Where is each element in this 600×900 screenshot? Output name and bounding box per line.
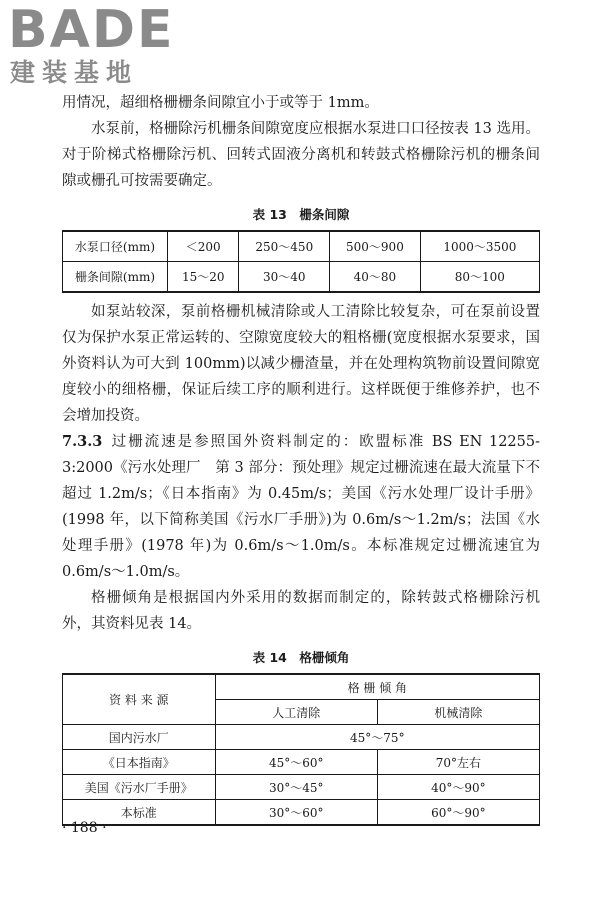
table-cell: 15～20	[167, 262, 239, 293]
table-cell: 美国《污水厂手册》	[63, 775, 216, 800]
table-cell: 本标准	[63, 800, 216, 826]
table-row	[63, 725, 540, 750]
table-cell: 40°～90°	[377, 775, 539, 800]
table-cell: 1000～3500	[420, 231, 539, 262]
paragraph-3: 如泵站较深，泵前格栅机械清除或人工清除比较复杂，可在泵前设置仅为保护水泵正常运转的、空隙宽度较大的粗格栅(宽度根据水泵要求，国外资料认为可大到 100mm)以减少栅渣量，并在处理构筑物前设置间隙宽度较小的细格栅，保证后续工序的顺利进行。这样既便于维修养护，也不会增加投资。	[62, 304, 540, 424]
table-14	[62, 673, 540, 826]
table-13-title: 表 13 栅条间隙	[252, 207, 350, 222]
section-number: 7.3.3	[62, 433, 103, 450]
table-cell: 40～80	[330, 262, 421, 293]
table-header-row	[63, 674, 540, 700]
table-cell: 70°左右	[377, 750, 539, 775]
table-row	[63, 775, 540, 800]
table-cell: 栅条间隙(mm)	[63, 262, 168, 293]
logo-subtitle: 建装基地	[10, 58, 139, 87]
table-row	[63, 800, 540, 826]
table-14-title: 表 14 格栅倾角	[252, 650, 350, 665]
bade-logo	[8, 2, 183, 92]
table-cell: 水泵口径(mm)	[63, 231, 168, 262]
table-row	[63, 750, 540, 775]
table-cell: 250～450	[239, 231, 330, 262]
table-cell: 30°～45°	[215, 775, 377, 800]
table-row	[63, 262, 540, 293]
header-source: 资 料 来 源	[63, 674, 216, 725]
paragraph-5: 格栅倾角是根据国内外采用的数据而制定的，除转鼓式格栅除污机外，其资料见表 14。	[62, 590, 540, 632]
page-number: · 188 ·	[62, 820, 107, 836]
table-cell: 国内污水厂	[63, 725, 216, 750]
table-13	[62, 230, 540, 293]
table-cell: 45°～75°	[215, 725, 539, 750]
table-cell: 80～100	[420, 262, 539, 293]
header-angle: 格 栅 倾 角	[215, 674, 539, 700]
page-content	[62, 90, 540, 826]
table-cell: 500～900	[330, 231, 421, 262]
header-mechanical: 机械清除	[377, 700, 539, 725]
table-row	[63, 231, 540, 262]
table-cell: 30～40	[239, 262, 330, 293]
paragraph-4-text: 过栅流速是参照国外资料制定的：欧盟标准 BS EN 12255-3:2000《污水处理厂 第 3 部分：预处理》规定过栅流速在最大流量下不超过 1.2m/s；《日本指南》为 0.45m/s；美国《污水处理厂设计手册》(1998 年，以下简称美国《污水厂手册》)为 0.6m/s～1.2m/s；法国《水处理手册》(1978 年)为 0.6m/s～1.0m/s。本标准规定过栅流速宜为 0.6m/s～1.0m/s。	[62, 434, 540, 580]
table-cell: 60°～90°	[377, 800, 539, 826]
header-manual: 人工清除	[215, 700, 377, 725]
paragraph-4	[62, 429, 540, 585]
table-cell: 45°～60°	[215, 750, 377, 775]
paragraph-1: 用情况，超细格栅栅条间隙宜小于或等于 1mm。	[62, 95, 379, 111]
logo-brand: BADE	[8, 0, 175, 60]
table-cell: 30°～60°	[215, 800, 377, 826]
paragraph-2: 水泵前，格栅除污机栅条间隙宽度应根据水泵进口口径按表 13 选用。对于阶梯式格栅除污机、回转式固液分离机和转鼓式格栅除污机的栅条间隙或栅孔可按需要确定。	[62, 121, 540, 189]
table-cell: ＜200	[167, 231, 239, 262]
table-cell: 《日本指南》	[63, 750, 216, 775]
